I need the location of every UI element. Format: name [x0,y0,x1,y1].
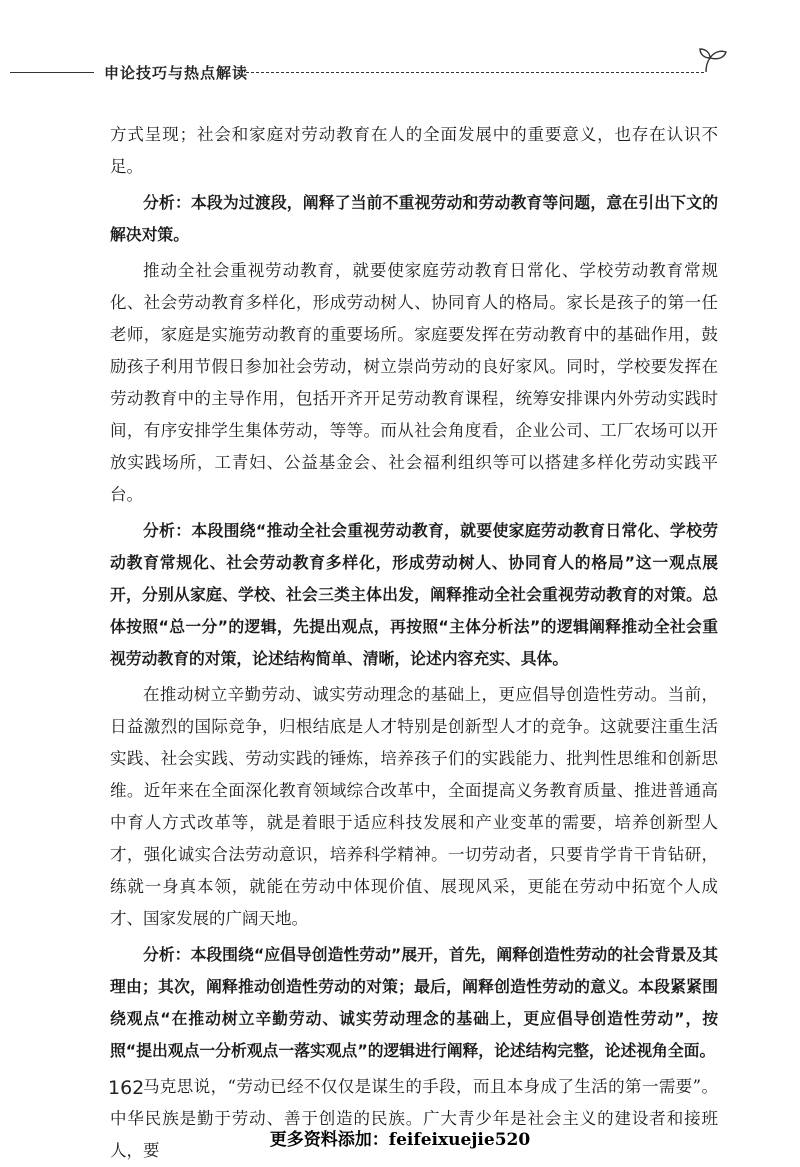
page-number: 162 [108,1077,145,1099]
analysis-paragraph: 分析：本段围绕“应倡导创造性劳动”展开，首先，阐释创造性劳动的社会背景及其理由；其次，阐释推动创造性劳动的对策；最后，阐释创造性劳动的意义。本段紧紧围绕观点“在推动树立辛勤劳动、诚实劳动理念的基础上，更应倡导创造性劳动”，按照“提出观点一分析观点一落实观点”的逻辑进行阐释，论述结构完整，论述视角全面。 [110,945,718,1060]
watermark-text: 更多资料添加：feifeixuejie520 [269,1130,531,1150]
page-content [110,119,718,1167]
body-paragraph: 马克思说，“劳动已经不仅仅是谋生的手段，而且本身成了生活的第一需要”。中华民族是勤于劳动、善于创造的民族。广大青少年是社会主义的建设者和接班人，要 [110,1077,718,1160]
body-paragraph: 推动全社会重视劳动教育，就要使家庭劳动教育日常化、学校劳动教育常规化、社会劳动教育多样化，形成劳动树人、协同育人的格局。家长是孩子的第一任老师，家庭是实施劳动教育的重要场所。家庭要发挥在劳动教育中的基础作用，鼓励孩子利用节假日参加社会劳动，树立崇尚劳动的良好家风。同时，学校要发挥在劳动教育中的主导作用，包括开齐开足劳动教育课程，统筹安排课内外劳动实践时间，有序安排学生集体劳动，等等。而从社会角度看，企业公司、工厂农场可以开放实践场所，工青妇、公益基金会、社会福利组织等可以搭建多样化劳动实践平台。 [110,261,718,504]
running-header [0,58,800,88]
paragraph-continued: 方式呈现；社会和家庭对劳动教育在人的全面发展中的重要意义，也存在认识不足。 [110,125,718,176]
header-title: 申论技巧与热点解读 [104,64,249,82]
header-rule-left [10,72,94,73]
sprout-icon [692,44,732,80]
header-rule-right-dashed [246,72,704,73]
analysis-paragraph: 分析：本段为过渡段，阐释了当前不重视劳动和劳动教育等问题，意在引出下文的解决对策。 [110,193,718,244]
body-paragraph: 在推动树立辛勤劳动、诚实劳动理念的基础上，更应倡导创造性劳动。当前，日益激烈的国际竞争，归根结底是人才特别是创新型人才的竞争。这就要注重生活实践、社会实践、劳动实践的锤炼，培养孩子们的实践能力、批判性思维和创新思维。近年来在全面深化教育领域综合改革中，全面提高义务教育质量、推进普通高中育人方式改革等，就是着眼于适应科技发展和产业变革的需要，培养创新型人才，强化诚实合法劳动意识，培养科学精神。一切劳动者，只要肯学肯干肯钻研，练就一身真本领，就能在劳动中体现价值、展现风采，更能在劳动中拓宽个人成才、国家发展的广阔天地。 [110,685,718,928]
analysis-paragraph: 分析：本段围绕“推动全社会重视劳动教育，就要使家庭劳动教育日常化、学校劳动教育常规化、社会劳动教育多样化，形成劳动树人、协同育人的格局”这一观点展开，分别从家庭、学校、社会三类主体出发，阐释推动全社会重视劳动教育的对策。总体按照“总一分”的逻辑，先提出观点，再按照“主体分析法”的逻辑阐释推动全社会重视劳动教育的对策，论述结构简单、清晰，论述内容充实、具体。 [110,521,718,668]
